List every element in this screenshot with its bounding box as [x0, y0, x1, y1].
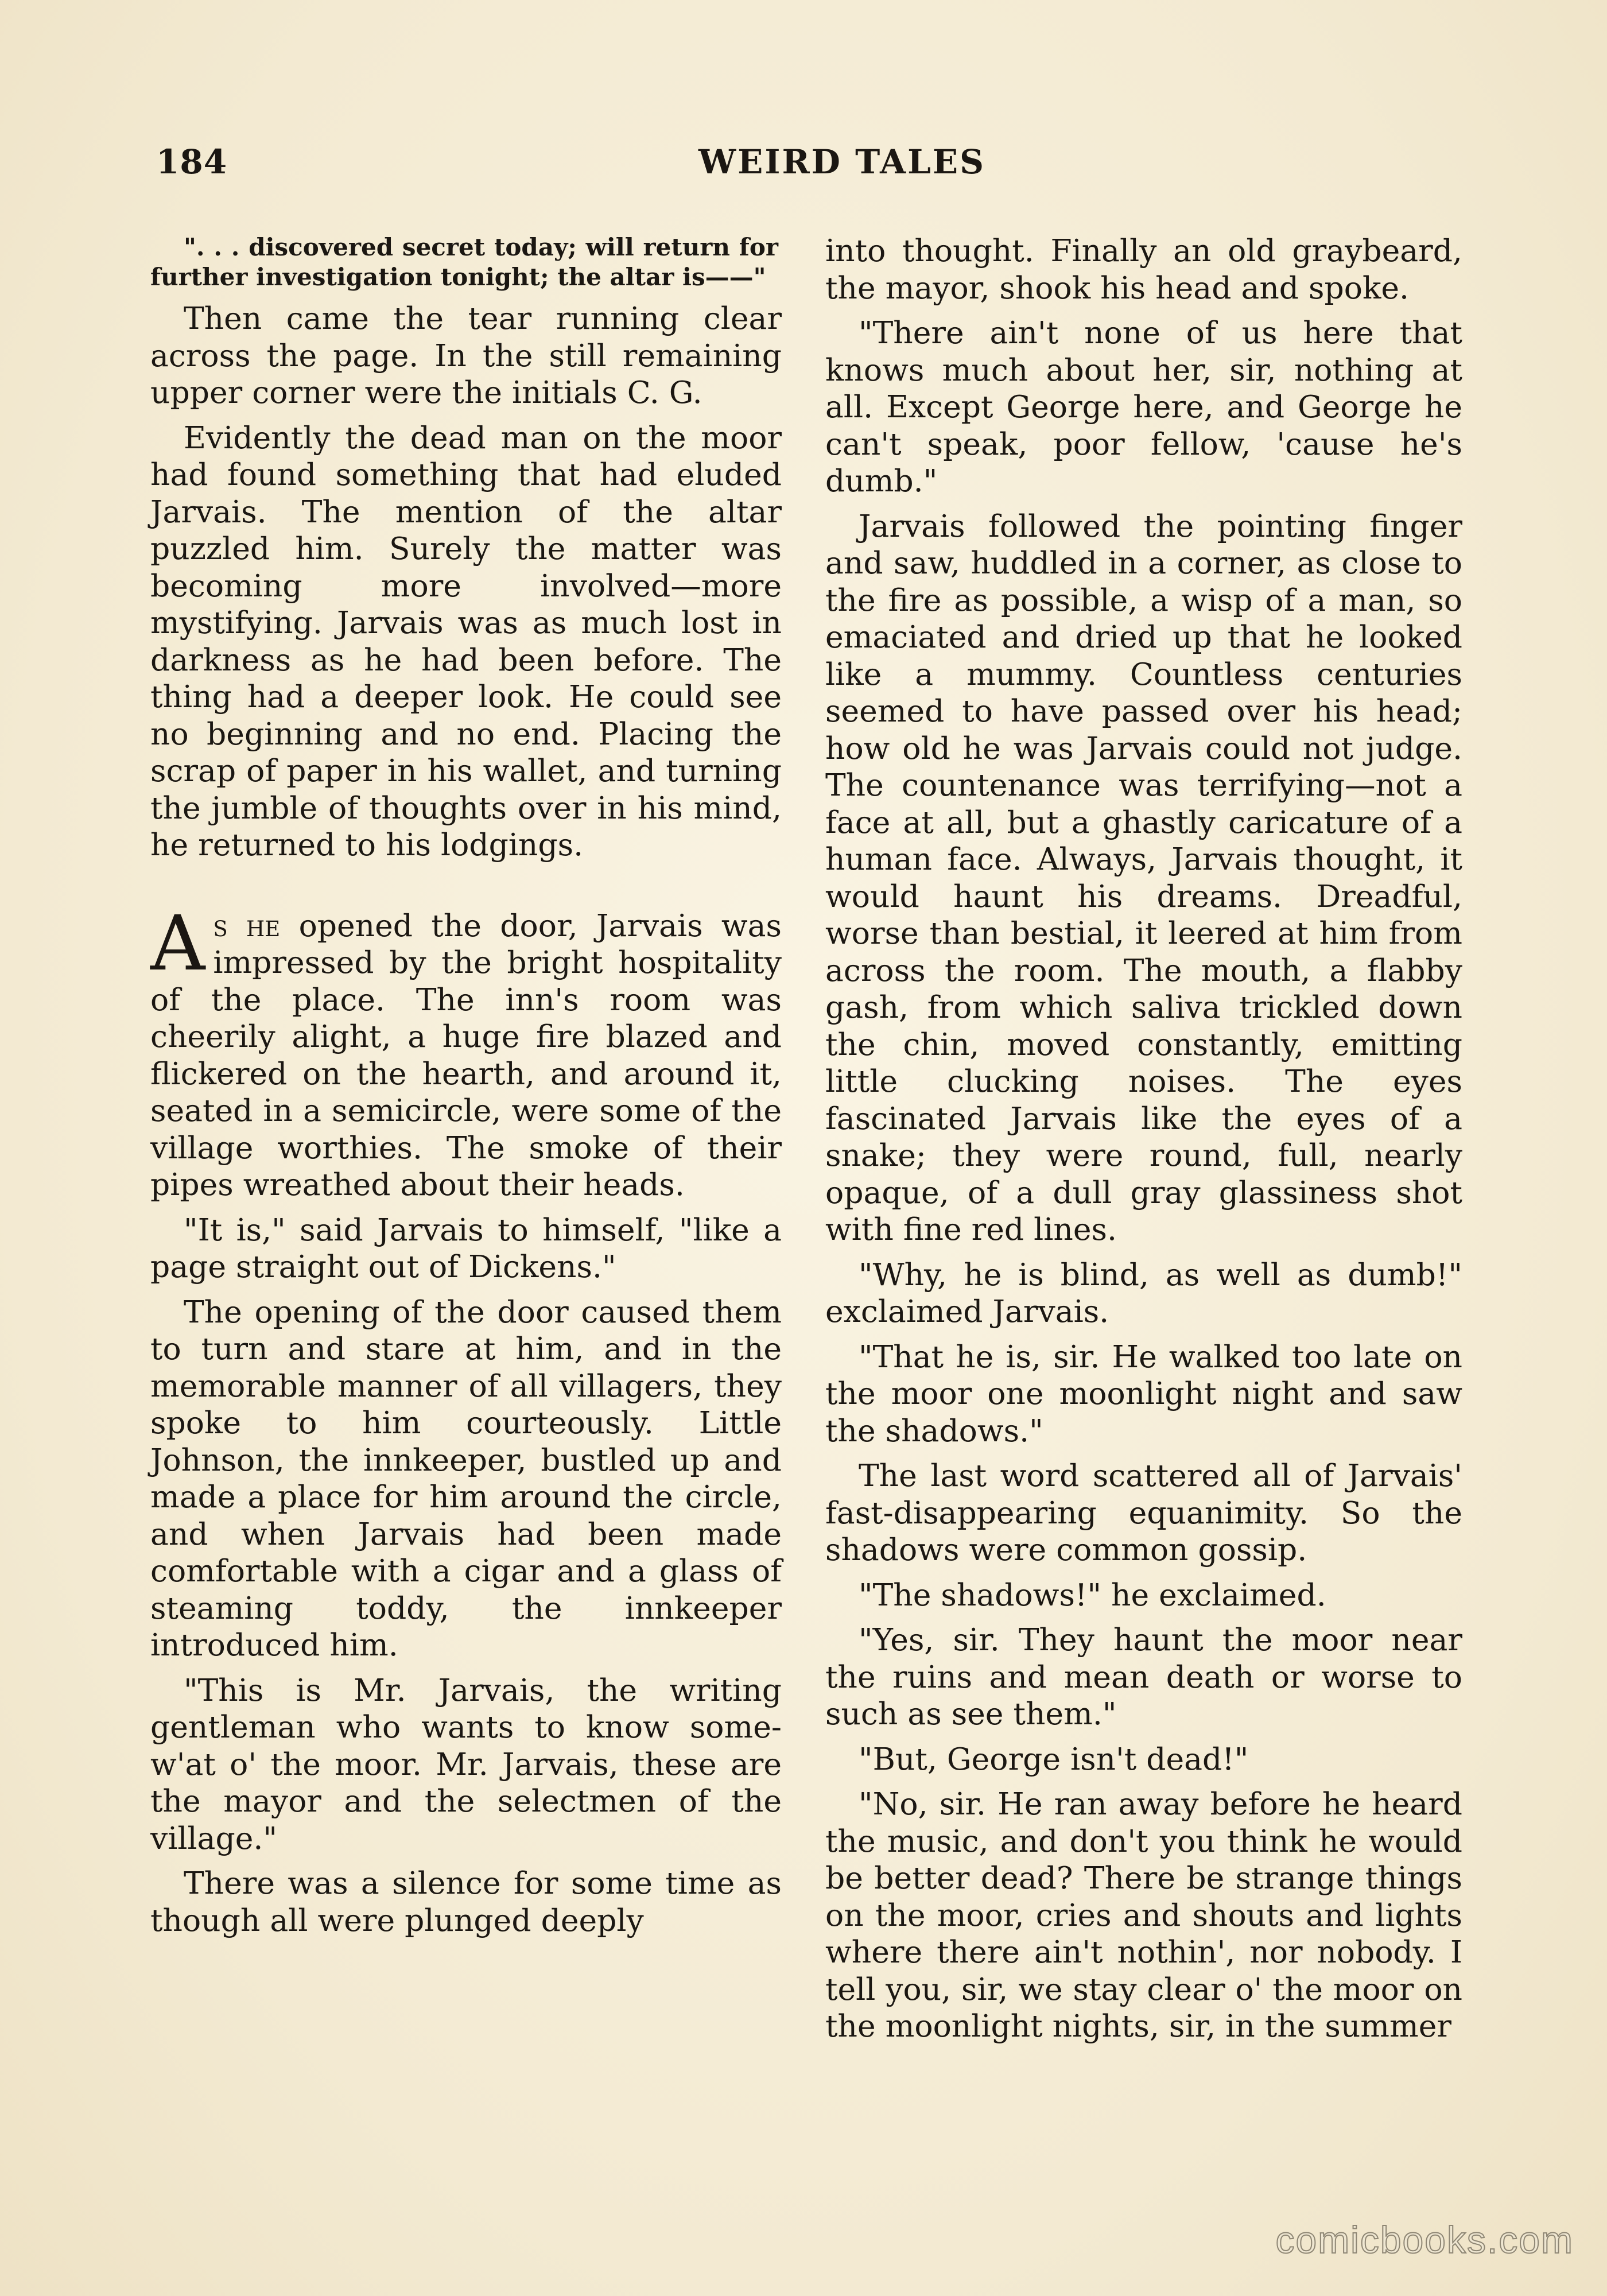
- paragraph: There was a silence for some time as though all were plunged deeply: [150, 1865, 782, 1938]
- paragraph: "That he is, sir. He walked too late on the moor one moonlight night and saw the shadows.": [825, 1338, 1462, 1449]
- paragraph: "There ain't none of us here that knows much about her, sir, nothing at all. Except George here, and George he can't speak, poor fellow, 'cause he's dumb.": [825, 315, 1462, 499]
- page-header: [156, 142, 1528, 194]
- epigraph-note: ". . . discovered secret today; will return for further investigation tonight; the altar is——": [150, 233, 778, 291]
- watermark: comicbooks.com: [1275, 2219, 1574, 2261]
- left-column: [150, 232, 782, 1947]
- paragraph: Evidently the dead man on the moor had found something that had eluded Jarvais. The mention of the altar puzzled him. Surely the matter was becoming more involved—more mystifying. Jarvais was as much lost in darkness as he had been before. The thing had a deeper look. He could see no beginning and no end. Placing the scrap of paper in his wallet, and turning the jumble of thoughts over in his mind, he returned to his lodgings.: [150, 419, 782, 863]
- paragraph: "No, sir. He ran away before he heard the music, and don't you think he would be better dead? There be strange things on the moor, cries and shouts and lights where there ain't nothin', nor nobody. I tell you, sir, we stay clear o' the moor on the moonlight nights, sir, in the summer: [825, 1786, 1462, 2044]
- right-column: [825, 232, 1462, 2053]
- paragraph: "Why, he is blind, as well as dumb!" exclaimed Jarvais.: [825, 1256, 1462, 1329]
- paragraph: into thought. Finally an old graybeard, the mayor, shook his head and spoke.: [825, 232, 1462, 306]
- paragraph: The last word scattered all of Jarvais' fast-disappearing equanimity. So the shadows were common gossip.: [825, 1457, 1462, 1568]
- paragraph-text: opened the door, Jarvais was impressed by the bright hospitality of the place. The inn's room was cheerily alight, a huge fire blazed and flickered on the hearth, and around it, seated in a semicircle, were some of the village worthies. The smoke of their pipes wreathed about their heads.: [150, 907, 782, 1203]
- section-break: [150, 872, 782, 907]
- paragraph: "But, George isn't dead!": [859, 1740, 1249, 1777]
- running-title: WEIRD TALES: [698, 142, 986, 181]
- paragraph: The opening of the door caused them to turn and stare at him, and in the memorable manner of all villagers, they spoke to him courteously. Little Johnson, the innkeeper, bustled up and made a place for him around the circle, and when Jarvais had been made comfortable with a cigar and a glass of steaming toddy, the innkeeper introduced him.: [150, 1293, 782, 1663]
- paragraph: Jarvais followed the pointing finger and saw, huddled in a corner, as close to the fire as possible, a wisp of a man, so emaciated and dried up that he looked like a mummy. Countless centuries seemed to have passed over his head; how old he was Jarvais could not judge. The countenance was terrifying—not a face at all, but a ghastly caricature of a human face. Always, Jarvais thought, it would haunt his dreams. Dreadful, worse than bestial, it leered at him from across the room. The mouth, a flabby gash, from which saliva trickled down the chin, moved constantly, emitting little clucking noises. The eyes fascinated Jarvais like the eyes of a snake; they were round, full, nearly opaque, of a dull gray glassiness shot with fine red lines.: [825, 507, 1462, 1247]
- opening-smallcaps: s he: [213, 907, 281, 944]
- page-number: 184: [156, 142, 228, 181]
- paragraph: "It is," said Jarvais to himself, "like a page straight out of Dickens.": [150, 1211, 782, 1285]
- paragraph: "The shadows!" he exclaimed.: [859, 1576, 1326, 1613]
- dropcap-paragraph: [150, 899, 782, 1204]
- paragraph: "This is Mr. Jarvais, the writing gentleman who wants to know some-w'at o' the moor. Mr. Jarvais, these are the mayor and the selectmen of the village.": [150, 1671, 782, 1856]
- paragraph: Then came the tear running clear across the page. In the still remaining upper corner were the initials C. G.: [150, 300, 782, 410]
- drop-cap: A: [150, 899, 205, 988]
- paragraph: "Yes, sir. They haunt the moor near the ruins and mean death or worse to such as see them.": [825, 1622, 1462, 1732]
